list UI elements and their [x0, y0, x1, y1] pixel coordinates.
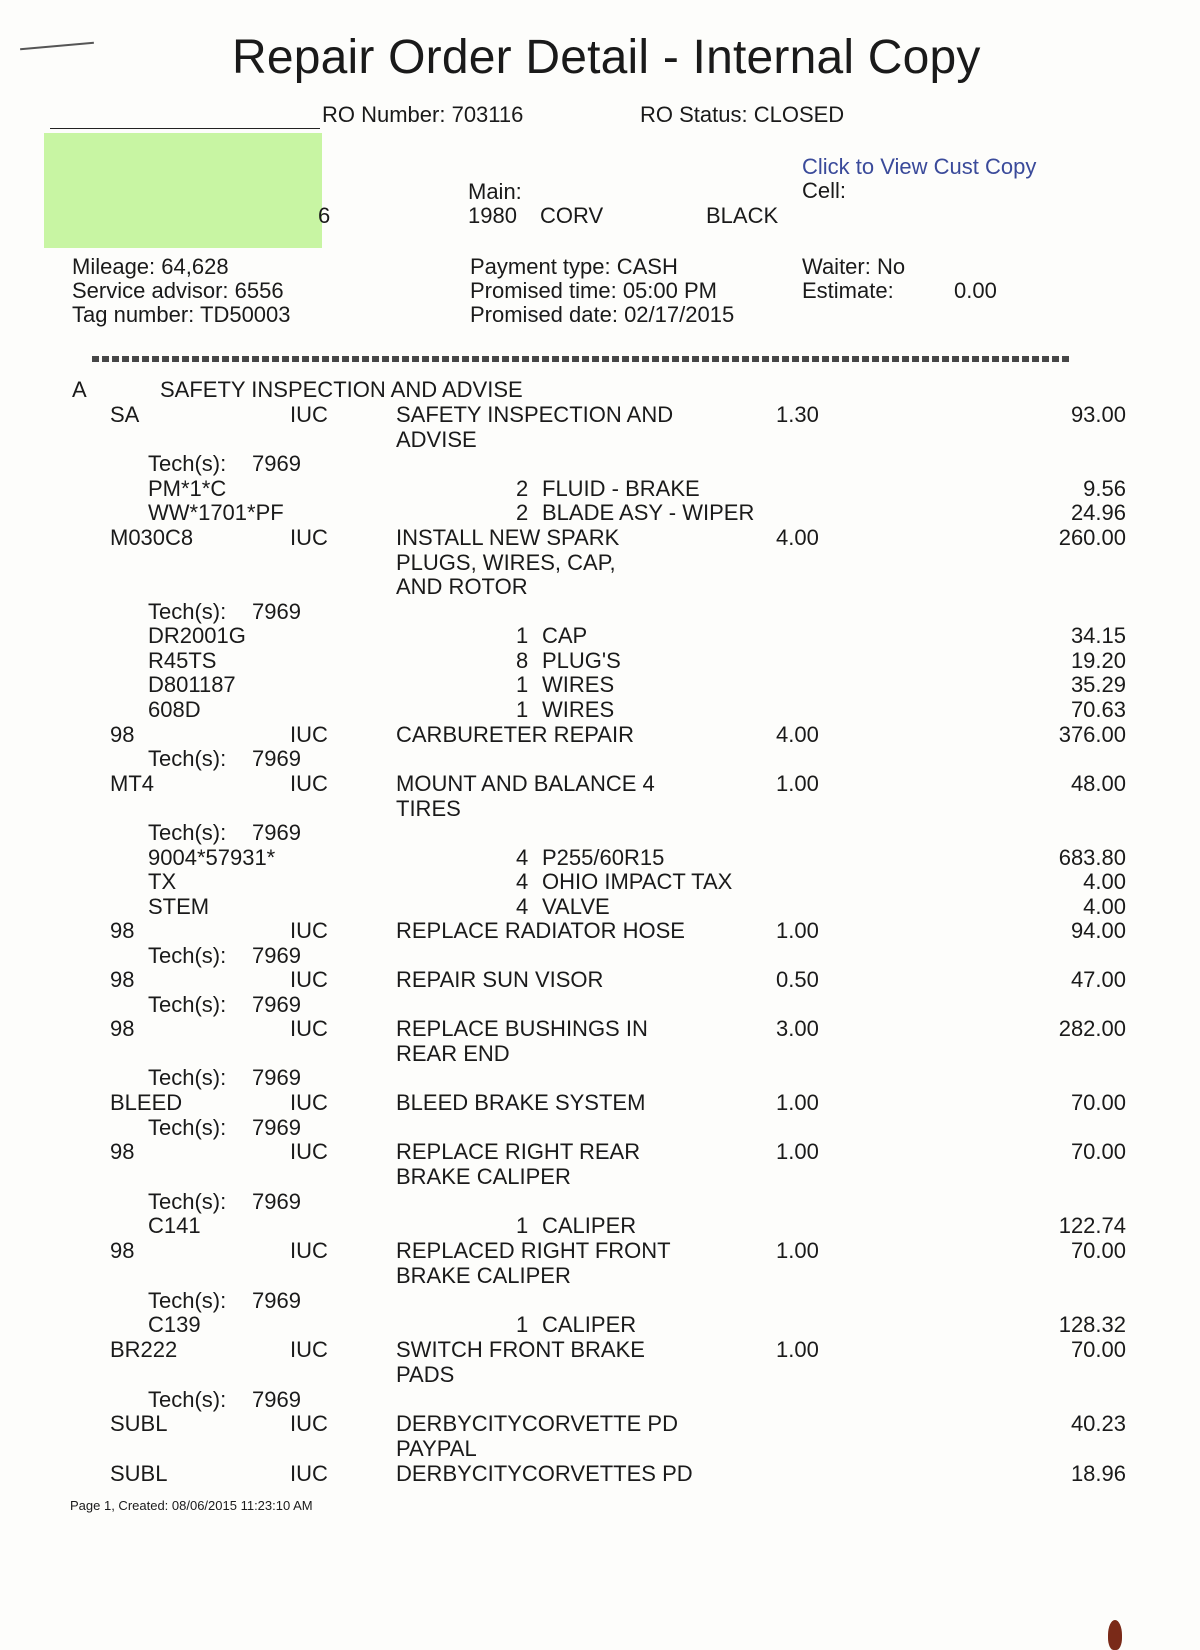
tech-label: Tech(s):: [148, 746, 227, 771]
vehicle-model: CORV: [540, 203, 604, 228]
op-code: 98: [110, 1139, 135, 1164]
op-description: ADVISE: [396, 427, 477, 452]
op-type: IUC: [290, 402, 328, 427]
line-amount: 93.00: [1070, 402, 1126, 427]
op-description: DERBYCITYCORVETTES PD: [396, 1461, 693, 1486]
tech-number: 7969: [252, 992, 301, 1017]
op-type: IUC: [290, 1337, 328, 1362]
line-amount: 260.00: [1058, 525, 1126, 550]
mileage: Mileage: 64,628: [72, 254, 229, 279]
part-description: CALIPER: [542, 1312, 637, 1337]
op-description: CARBURETER REPAIR: [396, 722, 634, 747]
tech-number: 7969: [252, 943, 301, 968]
line-amount: 70.63: [1070, 697, 1126, 722]
labor-hours: 1.00: [776, 1238, 819, 1263]
part-description: FLUID - BRAKE: [542, 476, 700, 501]
part-number: STEM: [148, 894, 210, 919]
op-code: 98: [110, 918, 135, 943]
op-type: IUC: [290, 1238, 328, 1263]
op-description: REPLACE BUSHINGS IN: [396, 1016, 648, 1041]
line-amount: 122.74: [1058, 1213, 1126, 1238]
tech-label: Tech(s):: [148, 820, 227, 845]
op-code: SUBL: [110, 1411, 168, 1436]
op-type: IUC: [290, 918, 328, 943]
part-quantity: 1: [516, 672, 529, 697]
op-description: REPLACE RADIATOR HOSE: [396, 918, 685, 943]
op-description: TIRES: [396, 796, 461, 821]
part-number: DR2001G: [148, 623, 246, 648]
op-type: IUC: [290, 525, 328, 550]
ro-number: RO Number: 703116: [322, 102, 524, 127]
op-code: BR222: [110, 1337, 178, 1362]
tech-number: 7969: [252, 1115, 301, 1140]
op-description: PLUGS, WIRES, CAP,: [396, 550, 616, 575]
line-amount: 48.00: [1070, 771, 1126, 796]
labor-hours: 4.00: [776, 722, 819, 747]
op-type: IUC: [290, 1411, 328, 1436]
tech-number: 7969: [252, 820, 301, 845]
part-description: CALIPER: [542, 1213, 637, 1238]
part-quantity: 1: [516, 1213, 529, 1238]
estimate-label: Estimate:: [802, 278, 894, 303]
op-description: REPAIR SUN VISOR: [396, 967, 604, 992]
part-number: WW*1701*PF: [148, 500, 284, 525]
part-description: BLADE ASY - WIPER: [542, 500, 755, 525]
op-code: 98: [110, 967, 135, 992]
ro-status: RO Status: CLOSED: [640, 102, 845, 127]
line-amount: 282.00: [1058, 1016, 1126, 1041]
part-quantity: 2: [516, 476, 529, 501]
part-number: 9004*57931*: [148, 845, 276, 870]
service-advisor: Service advisor: 6556: [72, 278, 284, 303]
line-amount: 376.00: [1058, 722, 1126, 747]
job-letter: A: [72, 377, 87, 402]
tech-label: Tech(s):: [148, 451, 227, 476]
part-description: OHIO IMPACT TAX: [542, 869, 733, 894]
op-description: PAYPAL: [396, 1436, 477, 1461]
tech-label: Tech(s):: [148, 1189, 227, 1214]
vehicle-color: BLACK: [706, 203, 779, 228]
op-type: IUC: [290, 1461, 328, 1486]
line-amount: 4.00: [1083, 869, 1126, 894]
customer-name-fragment: 6: [318, 203, 331, 228]
line-amount: 18.96: [1070, 1461, 1126, 1486]
labor-hours: 0.50: [776, 967, 819, 992]
tech-number: 7969: [252, 599, 301, 624]
op-code: BLEED: [110, 1090, 183, 1115]
op-code: 98: [110, 722, 135, 747]
labor-hours: 1.00: [776, 1139, 819, 1164]
part-number: R45TS: [148, 648, 217, 673]
line-amount: 70.00: [1070, 1238, 1126, 1263]
job-title: SAFETY INSPECTION AND ADVISE: [160, 377, 523, 402]
tech-label: Tech(s):: [148, 1288, 227, 1313]
cell-label: Cell:: [802, 178, 847, 203]
op-description: SWITCH FRONT BRAKE: [396, 1337, 645, 1362]
part-quantity: 1: [516, 1312, 529, 1337]
op-description: BLEED BRAKE SYSTEM: [396, 1090, 646, 1115]
op-description: INSTALL NEW SPARK: [396, 525, 620, 550]
op-description: MOUNT AND BALANCE 4: [396, 771, 655, 796]
part-quantity: 4: [516, 894, 529, 919]
tilde-divider: [92, 356, 1072, 362]
op-code: 98: [110, 1016, 135, 1041]
labor-hours: 4.00: [776, 525, 819, 550]
op-code: SUBL: [110, 1461, 168, 1486]
part-number: C141: [148, 1213, 201, 1238]
op-description: PADS: [396, 1362, 455, 1387]
line-amount: 94.00: [1070, 918, 1126, 943]
line-amount: 70.00: [1070, 1337, 1126, 1362]
op-type: IUC: [290, 1139, 328, 1164]
line-amount: 40.23: [1070, 1411, 1126, 1436]
op-code: M030C8: [110, 525, 194, 550]
op-description: REPLACE RIGHT REAR: [396, 1139, 641, 1164]
tech-number: 7969: [252, 1065, 301, 1090]
labor-hours: 1.00: [776, 771, 819, 796]
part-number: D801187: [148, 672, 236, 697]
tech-label: Tech(s):: [148, 1115, 227, 1140]
tech-number: 7969: [252, 1288, 301, 1313]
tech-number: 7969: [252, 1387, 301, 1412]
payment-type: Payment type: CASH: [470, 254, 678, 279]
op-description: BRAKE CALIPER: [396, 1164, 571, 1189]
tag-number: Tag number: TD50003: [72, 302, 291, 327]
tech-label: Tech(s):: [148, 1065, 227, 1090]
tech-label: Tech(s):: [148, 943, 227, 968]
op-description: REAR END: [396, 1041, 510, 1066]
op-type: IUC: [290, 771, 328, 796]
tech-label: Tech(s):: [148, 992, 227, 1017]
op-code: 98: [110, 1238, 135, 1263]
op-code: MT4: [110, 771, 154, 796]
op-code: SA: [110, 402, 140, 427]
part-number: PM*1*C: [148, 476, 227, 501]
waiter: Waiter: No: [802, 254, 906, 279]
promised-time: Promised time: 05:00 PM: [470, 278, 717, 303]
part-description: VALVE: [542, 894, 610, 919]
line-amount: 128.32: [1058, 1312, 1126, 1337]
divider: [50, 128, 320, 129]
op-description: BRAKE CALIPER: [396, 1263, 571, 1288]
op-type: IUC: [290, 722, 328, 747]
tech-label: Tech(s):: [148, 599, 227, 624]
part-description: WIRES: [542, 672, 615, 697]
labor-hours: 3.00: [776, 1016, 819, 1041]
op-type: IUC: [290, 1016, 328, 1041]
part-quantity: 8: [516, 648, 529, 673]
op-type: IUC: [290, 1090, 328, 1115]
view-customer-copy-link[interactable]: Click to View Cust Copy: [802, 154, 1037, 179]
line-amount: 70.00: [1070, 1090, 1126, 1115]
line-amount: 9.56: [1083, 476, 1126, 501]
labor-hours: 1.00: [776, 1337, 819, 1362]
part-quantity: 1: [516, 697, 529, 722]
estimate-value: 0.00: [954, 278, 997, 303]
line-amount: 24.96: [1070, 500, 1126, 525]
page-footer: Page 1, Created: 08/06/2015 11:23:10 AM: [70, 1498, 313, 1513]
op-description: REPLACED RIGHT FRONT: [396, 1238, 671, 1263]
tech-label: Tech(s):: [148, 1387, 227, 1412]
main-phone-label: Main:: [468, 179, 522, 204]
op-description: DERBYCITYCORVETTE PD: [396, 1411, 678, 1436]
tech-number: 7969: [252, 746, 301, 771]
part-description: WIRES: [542, 697, 615, 722]
part-quantity: 2: [516, 500, 529, 525]
part-description: PLUG'S: [542, 648, 621, 673]
redaction-sticky-note: [44, 133, 322, 248]
line-amount: 35.29: [1070, 672, 1126, 697]
part-quantity: 4: [516, 845, 529, 870]
pen-scratch: [20, 42, 94, 50]
line-amount: 4.00: [1083, 894, 1126, 919]
op-type: IUC: [290, 967, 328, 992]
labor-hours: 1.30: [776, 402, 819, 427]
line-amount: 19.20: [1070, 648, 1126, 673]
page-title: Repair Order Detail - Internal Copy: [232, 31, 981, 84]
line-amount: 47.00: [1070, 967, 1126, 992]
part-number: C139: [148, 1312, 201, 1337]
part-number: 608D: [148, 697, 201, 722]
ink-spot: [1108, 1620, 1122, 1650]
labor-hours: 1.00: [776, 918, 819, 943]
vehicle-year: 1980: [468, 203, 517, 228]
line-amount: 683.80: [1058, 845, 1126, 870]
tech-number: 7969: [252, 1189, 301, 1214]
part-description: CAP: [542, 623, 588, 648]
promised-date: Promised date: 02/17/2015: [470, 302, 735, 327]
part-quantity: 1: [516, 623, 529, 648]
labor-hours: 1.00: [776, 1090, 819, 1115]
tech-number: 7969: [252, 451, 301, 476]
line-amount: 70.00: [1070, 1139, 1126, 1164]
op-description: AND ROTOR: [396, 574, 528, 599]
part-number: TX: [148, 869, 177, 894]
part-quantity: 4: [516, 869, 529, 894]
op-description: SAFETY INSPECTION AND: [396, 402, 674, 427]
line-amount: 34.15: [1070, 623, 1126, 648]
part-description: P255/60R15: [542, 845, 665, 870]
